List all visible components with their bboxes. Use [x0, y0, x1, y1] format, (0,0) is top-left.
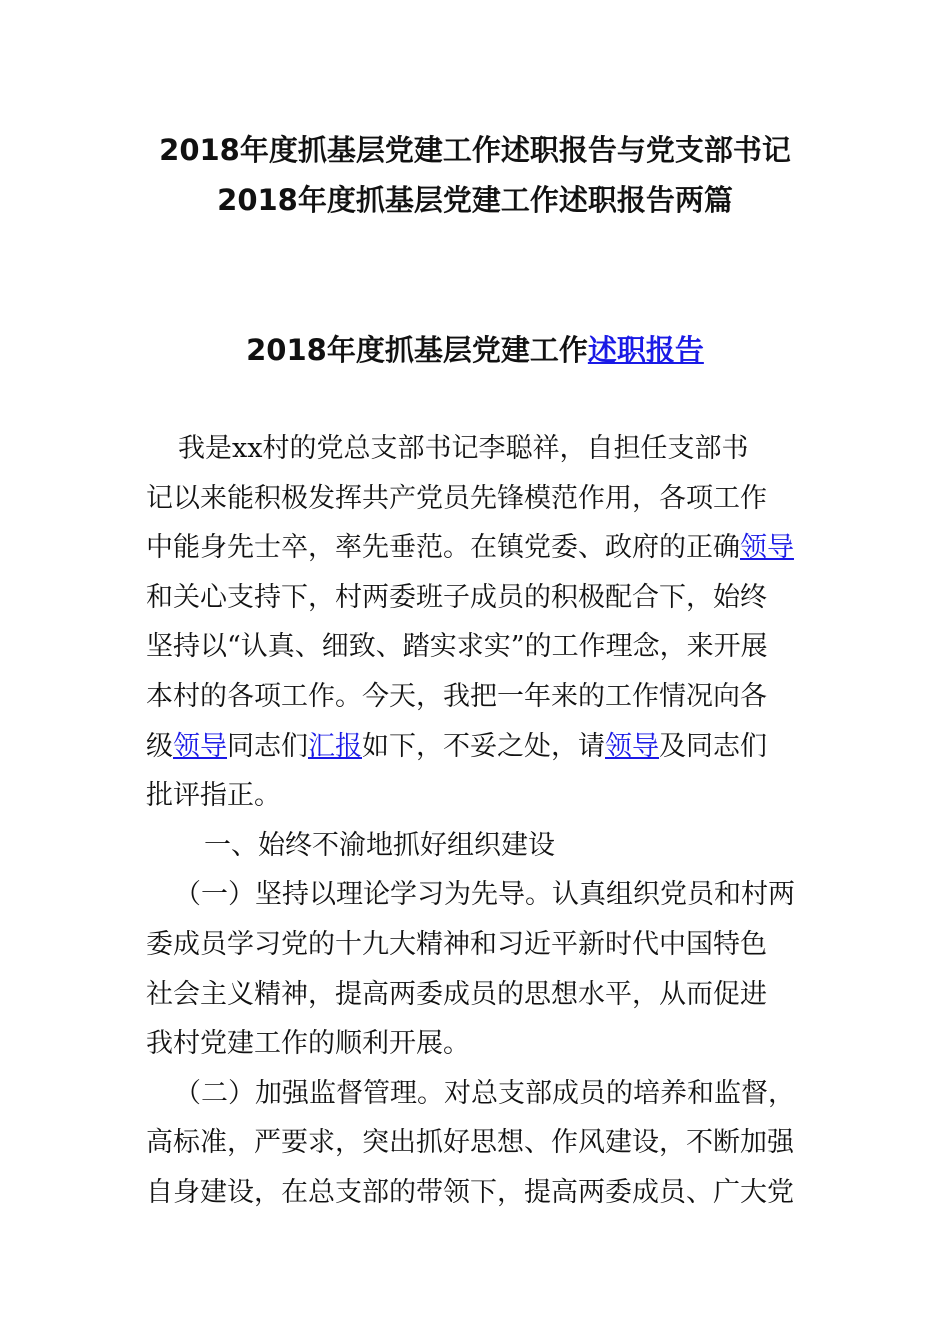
- paragraph-2-line-2: 委成员学习党的十九大精神和习近平新时代中国特色: [146, 928, 767, 960]
- paragraph-1-line-2: 记以来能积极发挥共产党员先锋模范作用，各项工作: [146, 482, 767, 514]
- paragraph-1-line-6: 本村的各项工作。今天，我把一年来的工作情况向各: [146, 680, 767, 712]
- paragraph-1-line-4: 和关心支持下，村两委班子成员的积极配合下，始终: [146, 581, 767, 613]
- report-link[interactable]: 汇报: [308, 730, 362, 762]
- paragraph-1-line-7-text-c: 如下，不妥之处，请: [362, 730, 605, 762]
- paragraph-1: [146, 424, 812, 1218]
- paragraph-3-line-1: （二）加强监督管理。对总支部成员的培养和监督，: [174, 1077, 795, 1109]
- section-title: [0, 330, 950, 370]
- leadership-link-3[interactable]: 领导: [605, 730, 659, 762]
- paragraph-1-line-7-text-a: 级: [146, 730, 173, 762]
- document-title-line-2: 2018年度抓基层党建工作述职报告两篇: [217, 183, 733, 217]
- section-title-link[interactable]: 述职报告: [587, 333, 704, 367]
- paragraph-1-line-7: [146, 722, 812, 772]
- paragraph-2-line-4: 我村党建工作的顺利开展。: [146, 1028, 470, 1060]
- leadership-link-2[interactable]: 领导: [173, 730, 227, 762]
- paragraph-1-line-3-text: 中能身先士卒，率先垂范。在镇党委、政府的正确: [146, 532, 740, 564]
- paragraph-3-line-3: 自身建设，在总支部的带领下，提高两委成员、广大党: [146, 1176, 794, 1208]
- paragraph-1-line-5: 坚持以“认真、细致、踏实求实”的工作理念，来开展: [146, 631, 768, 663]
- paragraph-2-line-3: 社会主义精神，提高两委成员的思想水平，从而促进: [146, 978, 767, 1010]
- heading-1: 一、始终不渝地抓好组织建设: [204, 829, 555, 861]
- paragraph-1-line-7-text-b: 同志们: [227, 730, 308, 762]
- paragraph-3-line-2: 高标准，严要求，突出抓好思想、作风建设，不断加强: [146, 1127, 794, 1159]
- paragraph-1-line-3: [146, 523, 812, 573]
- paragraph-2-line-1: （一）坚持以理论学习为先导。认真组织党员和村两: [174, 879, 795, 911]
- leadership-link-1[interactable]: 领导: [740, 532, 794, 564]
- section-title-text: 2018年度抓基层党建工作: [246, 333, 588, 367]
- paragraph-1-line-8: 批评指正。: [146, 780, 281, 812]
- paragraph-1-line-7-text-d: 及同志们: [659, 730, 767, 762]
- document-title-line-1: 2018年度抓基层党建工作述职报告与党支部书记: [159, 133, 791, 167]
- paragraph-1-line-1: 我是xx村的党总支部书记李聪祥，自担任支部书: [178, 433, 749, 464]
